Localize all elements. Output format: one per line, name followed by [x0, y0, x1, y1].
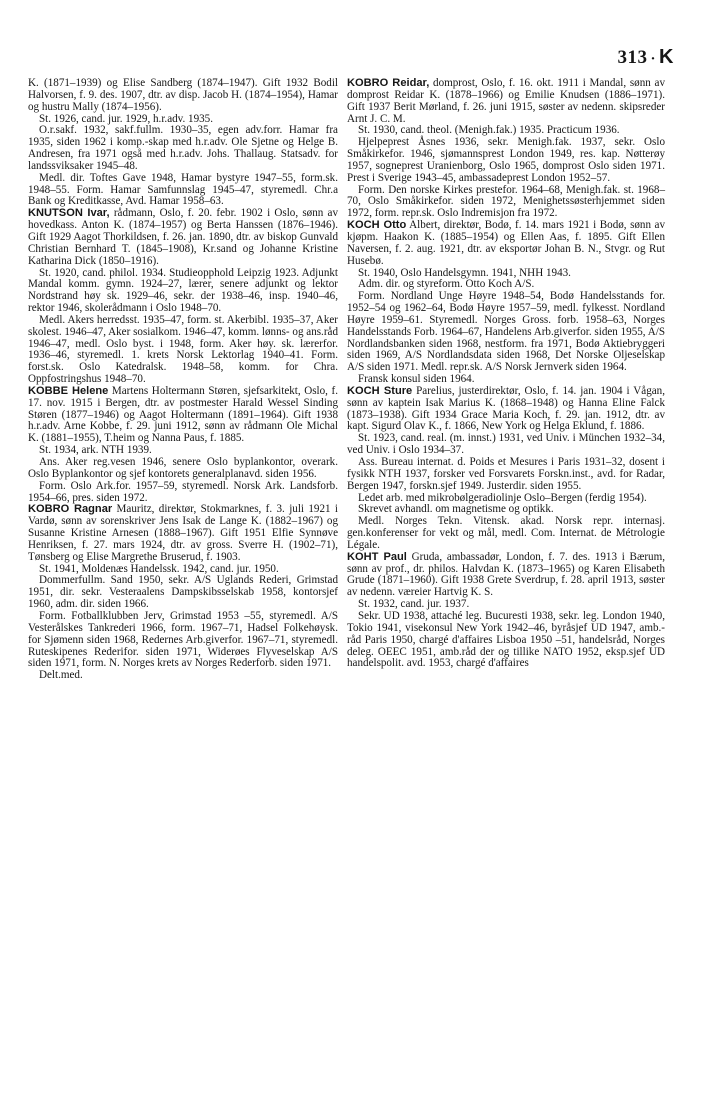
entry-text: O.r.sakf. 1932, sakf.fullm. 1930–35, egen adv.forr. Hamar fra 1935, siden 1962 i komp.-skap med h.r.adv. Ole Sjetne og Helge B. Andresen, fra 1971 også med h.r.adv. Johs. Thallaug. Statsadv. for landssviksaker 1945–48.: [28, 124, 338, 172]
entry-text: Form. Oslo Ark.for. 1957–59, styremedl. Norsk Ark. Landsforb. 1954–66, pres. siden 1972.: [28, 479, 338, 504]
entry-paragraph: [28, 208, 338, 267]
entry-continuation: [28, 268, 338, 315]
entry-text: St. 1920, cand. philol. 1934. Studieopphold Leipzig 1923. Adjunkt Mandal komm. gymn. 1924–27, lærer, senere adjunkt og lektor Nordstrand høy sk. 1929–46, sekr. der 1938–46, insp. 1940–46, rektor 1946, skolerådmann i Oslo 1948–70.: [28, 266, 338, 315]
entry-continuation: [347, 516, 665, 552]
entry-text: domprost, Oslo, f. 16. okt. 1911 i Mandal, sønn av domprost Reidar K. (1878–1966) og Emilie Knudsen (1886–1971). Gift 1937 Berit Mørland, f. 26. juni 1915, søster av nedenn. skipsreder Arnt J. C. M.: [347, 77, 665, 125]
entry-continuation: [347, 433, 665, 457]
entry-text: Parelius, justerdirektør, Oslo, f. 14. jan. 1904 i Vågan, sønn av kaptein Isak Marius K. (1868–1948) og Hanna Eline Falck (1873–1938). Gift 1934 Grace Maria Koch, f. 29. jan. 1912, dtr. av kapt. Sigurd Olav K., f. 1866, New York og Helga Eklund, f. 1886.: [347, 384, 665, 433]
entry-text: St. 1923, cand. real. (m. innst.) 1931, ved Univ. i München 1932–34, ved Univ. i Oslo 1934–37.: [347, 432, 665, 457]
entry-text: Form. Nordland Unge Høyre 1948–54, Bodø Handelsstands for. 1952–54 og 1962–64, Bodø Høyre 1957–59, medl. fylkesst. Nordland Høyre 1959–61. Styremedl. Norges Gross. forb. 1958–63, Norges Handelsstands Forb. 1964–67, Handelens Arb.giverfor. siden 1955, A/S Nordlandsbanken siden 1968, nestform. fra 1971, Bodø Aktiebryggeri siden 1969, A/S Nordlandsdata siden 1968, Det Norske Oljeselskap A/S siden 1971. Medl. repr.sk. A/S Norsk Jernverk siden 1964.: [347, 290, 665, 374]
entry-text: Gruda, ambassadør, London, f. 7. des. 1913 i Bærum, sønn av prof., dr. philos. Halvdan K. (1873–1965) og Karen Elisabeth Grude (1871–1960). Gift 1938 Grete Sverdrup, f. 28. april 1913, søster av nedenn. væreier Hartvig K. S.: [347, 550, 665, 599]
entry-text: Adm. dir. og styreform. Otto Koch A/S.: [358, 278, 535, 291]
entry-continuation: [347, 137, 665, 184]
entry-text: Dommerfullm. Sand 1950, sekr. A/S Uglands Rederi, Grimstad 1951, dir. sekr. Vesteraalens Dampskibsselskab 1958, kontorsjef 1960, adm. dir. siden 1966.: [28, 574, 338, 611]
page-number: 313: [617, 47, 648, 68]
entry-text: Albert, direktør, Bodø, f. 14. mars 1921 i Bodø, sønn av kjøpm. Haakon K. (1885–1954) og Ellen Aas, f. 1895. Gift Ellen Naversen, f. 2. aug. 1921, dtr. av eksportør Johan B. N., Stvgr. og Rut Husebø.: [347, 219, 665, 267]
right-column: [347, 78, 665, 670]
entry-text: St. 1940, Oslo Handelsgymn. 1941, NHH 1943.: [358, 266, 571, 279]
entry-continuation: [28, 457, 338, 481]
entry-continuation: [28, 125, 338, 172]
entry-text: Delt.med.: [39, 669, 83, 682]
page-header: [618, 46, 674, 69]
entry-text: Ass. Bureau internat. d. Poids et Mesures i Paris 1931–32, dosent i fysikk NTH 1937, forsker ved Forsvarets Forskn.inst., avd. for Radar, Bergen 1947, forskn.sjef 1949. Justerdir. siden 1955.: [347, 456, 665, 492]
entry-continuation: [28, 78, 338, 114]
entry-headword: KOBBE Helene: [28, 384, 109, 397]
entry-continuation: [347, 291, 665, 374]
entry-continuation: [28, 173, 338, 209]
entry-continuation: [28, 670, 338, 682]
entry-text: Martens Holtermann Støren, sjefsarkitekt, Oslo, f. 17. nov. 1915 i Bergen, dtr. av postmester Harald Wessel Sinding Støren (1877–1946) og Aagot Holtermann (1891–1964). Gift 1938 h.r.adv. Arne Kobbe, f. 29. juni 1912, sønn av rådmann Ole Michal K. (1881–1955), T.heim og Nanna Paus, f. 1885.: [28, 384, 338, 445]
entry-text: Ans. Aker reg.vesen 1946, senere Oslo byplankontor, overark. Oslo Byplankontor og sjef kontorets generalplanavd. siden 1956.: [28, 456, 338, 480]
entry-paragraph: [347, 552, 665, 599]
entry-text: St. 1926, cand. jur. 1929, h.r.adv. 1935.: [39, 112, 213, 125]
entry-headword: KOBRO Ragnar: [28, 503, 113, 516]
header-separator: ·: [650, 51, 657, 67]
entry-paragraph: [347, 78, 665, 125]
entry-text: Hjelpeprest Åsnes 1936, sekr. Menigh.fak. 1937, sekr. Oslo Småkirkefor. 1946, sjømannsprest London 1949, res. kap. Nøtterøy 1957, sogneprest Uranienborg, Oslo 1965, domprost Oslo siden 1971. Prest i Sverige 1943–45, ambassadeprest London 1952–57.: [347, 136, 665, 184]
entry-paragraph: [28, 386, 338, 445]
entry-text: Ledet arb. med mikrobølgeradiolinje Oslo–Bergen (ferdig 1954).: [358, 491, 647, 504]
entry-continuation: [347, 611, 665, 670]
entry-continuation: [347, 185, 665, 221]
entry-text: Skrevet avhandl. om magnetisme og optikk.: [358, 503, 554, 516]
entry-continuation: [28, 611, 338, 670]
entry-headword: KOCH Otto: [347, 219, 407, 232]
entry-text: St. 1930, cand. theol. (Menigh.fak.) 1935. Practicum 1936.: [358, 124, 620, 137]
entry-text: St. 1934, ark. NTH 1939.: [39, 444, 152, 457]
entry-headword: KOHT Paul: [347, 550, 407, 563]
entry-text: Mauritz, direktør, Stokmarknes, f. 3. juli 1921 i Vardø, sønn av sorenskriver Jens Isak de Lange K. (1882–1967) og Susanne Kristine Arnesen (1888–1967). Gift 1951 Elfie Synnøve Henriksen, f. 27. mars 1924, dtr. av gross. Sverre H. (1902–71), Tønsberg og Elise Margrethe Bruserud, f. 1903.: [28, 503, 338, 563]
entry-text: rådmann, Oslo, f. 20. febr. 1902 i Oslo, sønn av hovedkass. Anton K. (1874–1957) og Berta Hanssen (1876–1946). Gift 1929 Aagot Thorkildsen, f. 26. jan. 1890, dtr. av biskop Gunvald Christian Bernhard T. (1845–1908), Kr.sand og Johanne Kristine Katharina Dick (1850–1916).: [28, 207, 338, 267]
entry-text: Medl. Norges Tekn. Vitensk. akad. Norsk repr. internasj. gen.konferenser for vekt og mål, medl. Com. Internat. de Métrologie Légale.: [347, 515, 665, 551]
entry-text: St. 1932, cand. jur. 1937.: [358, 598, 470, 611]
entry-paragraph: [28, 504, 338, 563]
entry-text: St. 1941, Moldenæs Handelssk. 1942, cand. jur. 1950.: [39, 562, 279, 575]
entry-text: Sekr. UD 1938, attaché leg. Bucuresti 1938, sekr. leg. London 1940, Tokio 1941, visekonsul New York 1942–46, byråsjef UD 1947, amb.-råd Paris 1950, chargé d'affaires Lisboa 1950 –51, handelsråd, Norges deleg. OEEC 1951, amb.råd der og tillike NATO 1952, eksp.sjef UD handelspolit. avd. 1953, chargé d'affaires: [347, 609, 665, 670]
entry-text: Form. Den norske Kirkes prestefor. 1964–68, Menigh.fak. st. 1968–70, Oslo Småkirkefor. siden 1972, Menighetssøsterhjemmet siden 1972, form. repr.sk. Oslo Indremisjon fra 1972.: [347, 183, 665, 220]
entry-headword: KNUTSON Ivar,: [28, 207, 110, 220]
entry-text: Medl. dir. Toftes Gave 1948, Hamar bystyre 1947–55, form.sk. 1948–55. Form. Hamar Samfunnslag 1945–47, styremedl. Chr.a Bank og Kreditkasse, Avd. Hamar 1958–63.: [28, 171, 338, 208]
entry-continuation: [28, 315, 338, 386]
entry-continuation: [28, 481, 338, 505]
entry-paragraph: [347, 220, 665, 267]
entry-paragraph: [347, 386, 665, 433]
entry-text: Medl. Akers herredsst. 1935–47, form. st. Akerbibl. 1935–37, Aker skolest. 1946–47, Aker sosialkom. 1946–47, komm. lønns- og ans.råd 1946–47, medl. Oslo byst. i 1948, form. Aker høy. sk. lærerfor. 1936–46, styremedl. 1. krets Norsk Lektorlag 1940–41. Form. forst.sk. Oslo Katedralsk. 1948–58, komm. for Chra. Oppfostringshus 1948–70.: [28, 313, 338, 386]
entry-text: Fransk konsul siden 1964.: [358, 373, 475, 386]
entry-continuation: [28, 575, 338, 611]
entry-headword: KOBRO Reidar,: [347, 77, 430, 89]
entry-continuation: [347, 457, 665, 493]
section-letter: K: [659, 46, 674, 68]
left-column: [28, 78, 338, 682]
entry-text: K. (1871–1939) og Elise Sandberg (1874–1947). Gift 1932 Bodil Halvorsen, f. 9. des. 1907, dtr. av disp. Jacob H. (1874–1954), Hamar og hustru Mally (1874–1956).: [28, 77, 338, 113]
entry-headword: KOCH Sture: [347, 384, 413, 397]
entry-text: Form. Fotballklubben Jerv, Grimstad 1953 –55, styremedl. A/S Vesterålskes Tankrederi 1966, form. 1967–71, Hadsel Folkehøysk. for Sjømenn siden 1968, Redernes Arb.giverfor. 1967–71, styremedl. Ruteskipenes Rederifor. siden 1971, Widerøes Flyveselskap A/S siden 1971, form. N. Norges krets av Norges Rederforb. siden 1971.: [28, 609, 338, 670]
